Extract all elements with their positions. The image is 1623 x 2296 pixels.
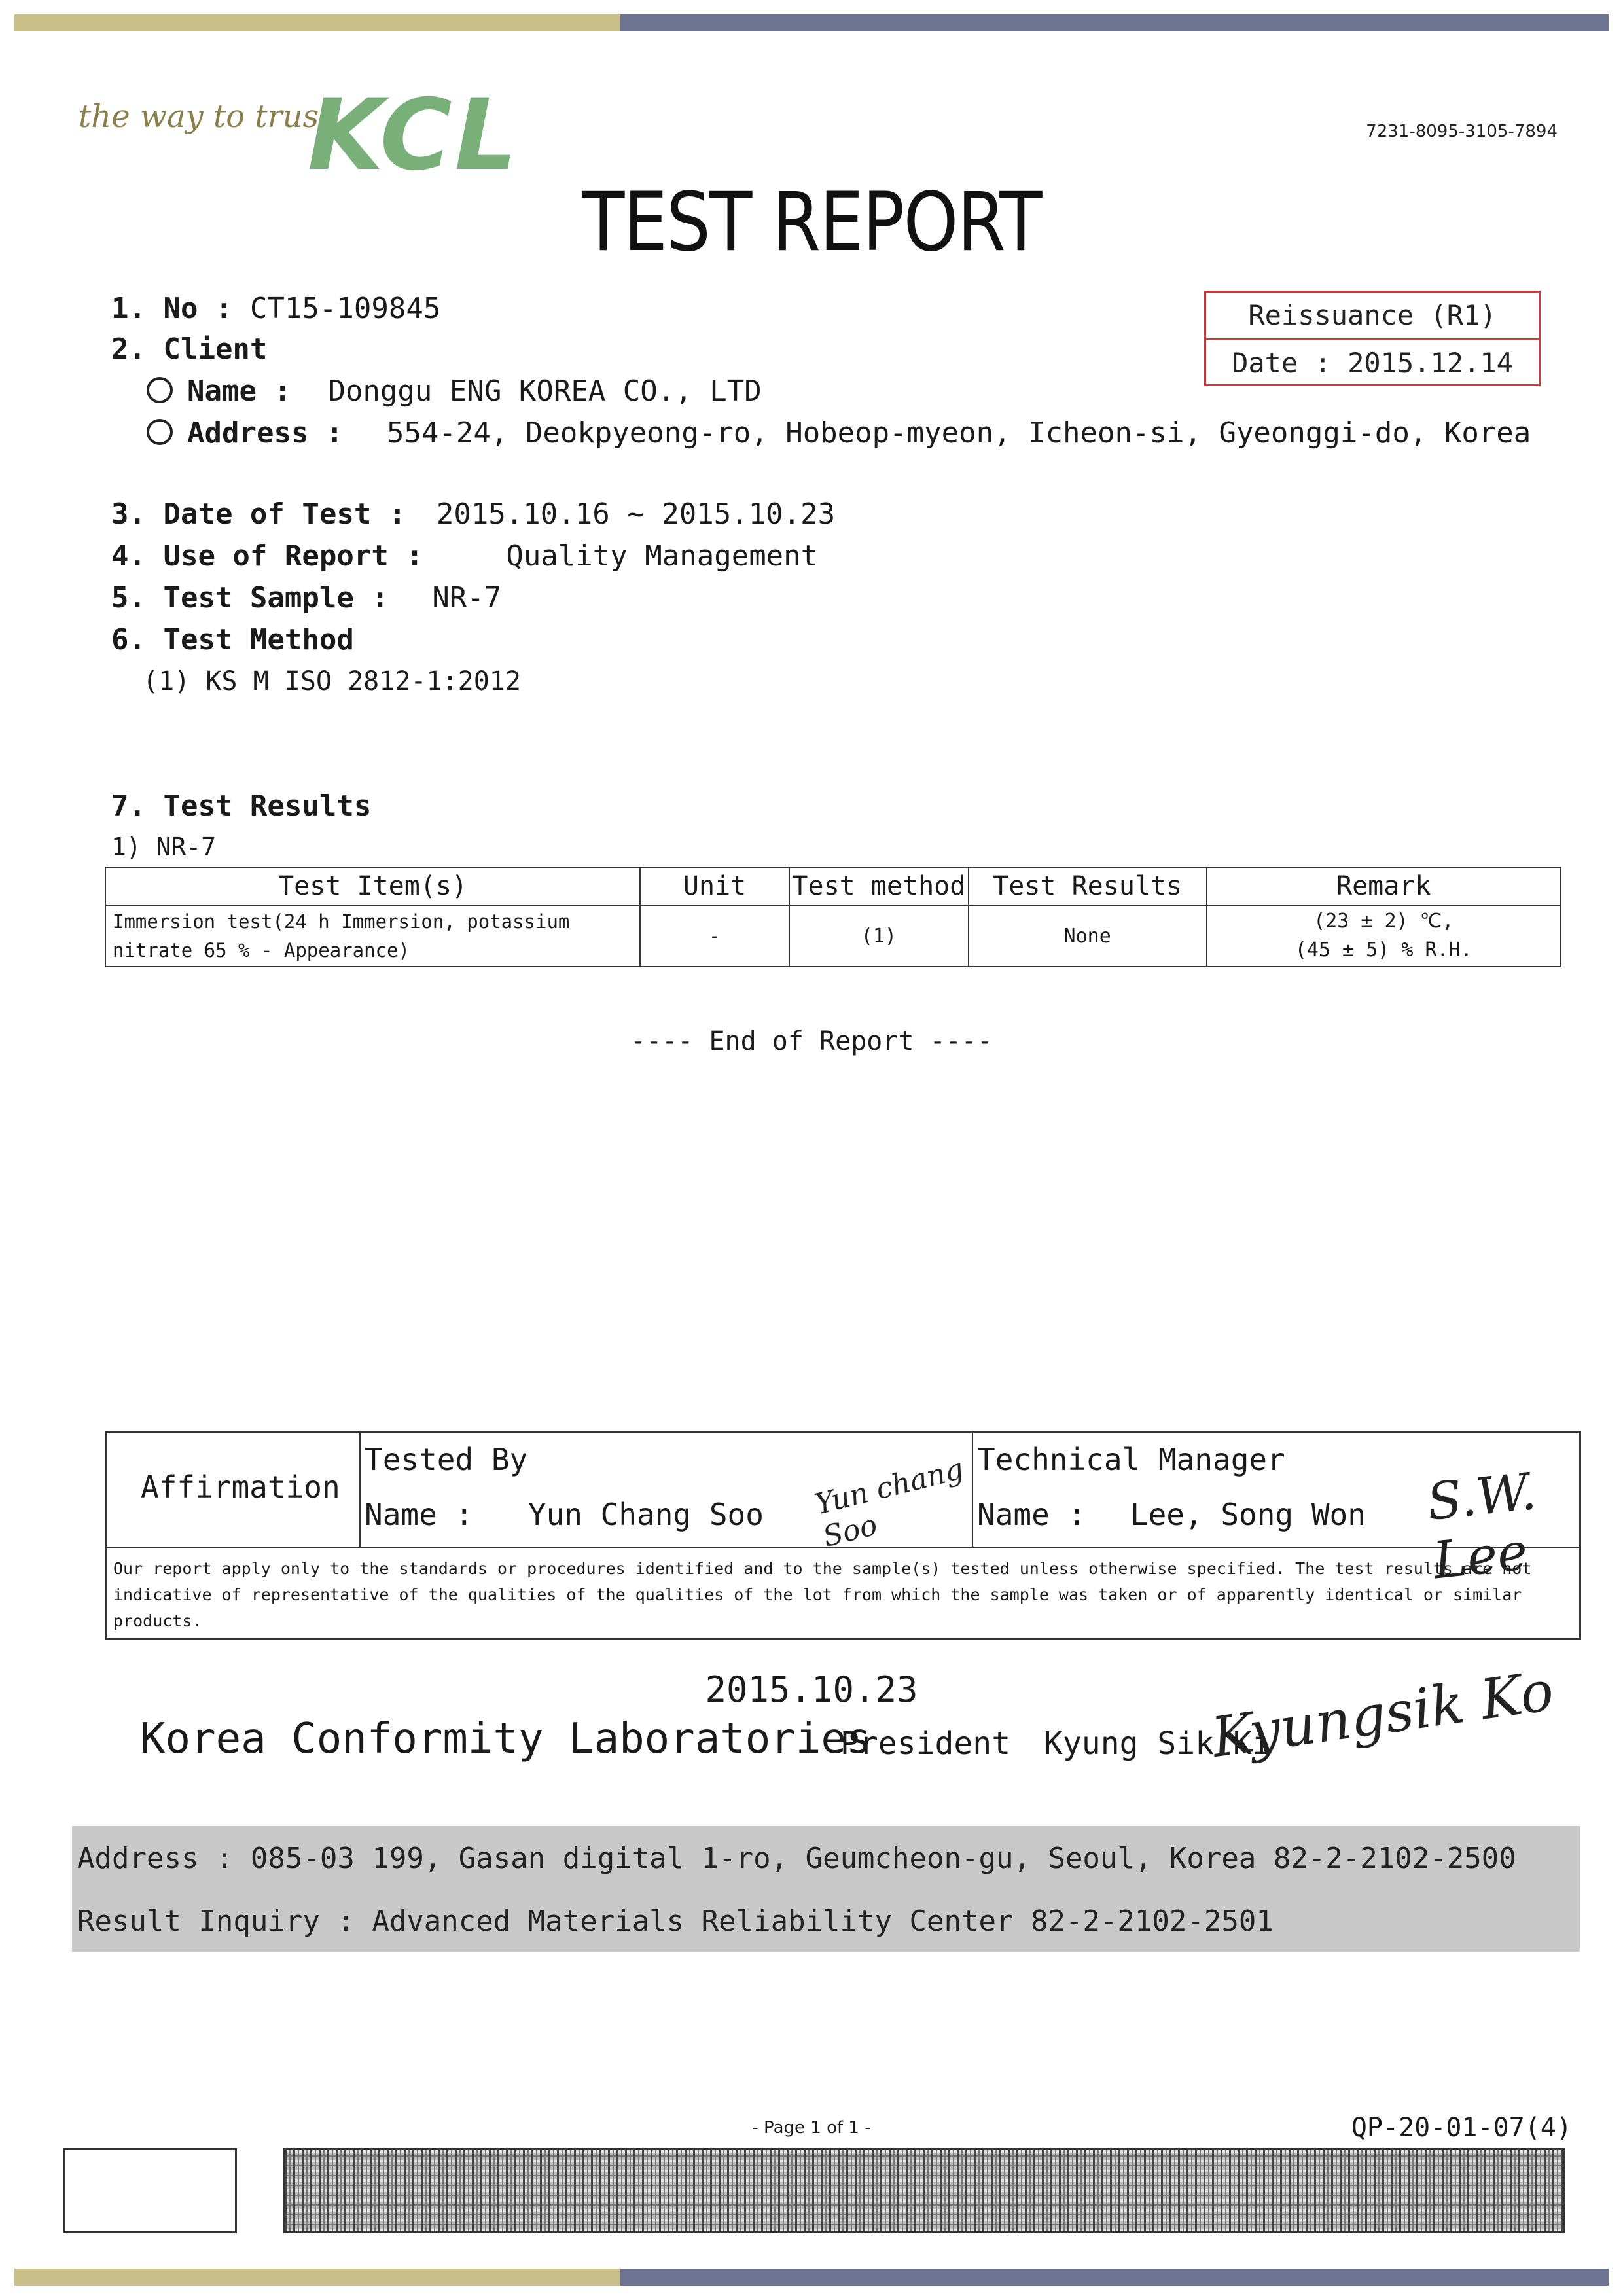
- client-address-label: Address :: [187, 416, 344, 450]
- tested-name-label: Name :: [365, 1497, 474, 1532]
- test-method-label: 6. Test Method: [111, 623, 354, 656]
- tested-name-value: Yun Chang Soo: [527, 1497, 764, 1532]
- technical-manager-cell: [972, 1433, 1580, 1591]
- technical-manager-label: Technical Manager: [977, 1442, 1285, 1477]
- lab-address: Address : 085-03 199, Gasan digital 1-ro, Geumcheon-gu, Seoul, Korea 82-2-2102-2500: [77, 1842, 1516, 1875]
- test-date-value: 2015.10.16 ~ 2015.10.23: [436, 497, 836, 531]
- page-number: - Page 1 of 1 -: [752, 2118, 871, 2138]
- results-subheading: 1) NR-7: [111, 833, 217, 861]
- stamp-box: [63, 2148, 237, 2233]
- top-color-band: [14, 14, 1609, 31]
- report-use: [111, 539, 818, 573]
- results-heading-text: 7. Test Results: [111, 789, 372, 823]
- organization-name: Korea Conformity Laboratories: [140, 1715, 872, 1763]
- tested-by-label: Tested By: [365, 1442, 528, 1477]
- reissuance-date: Date : 2015.12.14: [1232, 347, 1513, 379]
- end-of-report: ---- End of Report ----: [630, 1026, 993, 1056]
- client-label: 2. Client: [111, 332, 268, 366]
- client-name-label: Name :: [187, 374, 291, 408]
- remark-line: (23 ± 2) ℃,: [1313, 910, 1454, 933]
- remark-cell: [1207, 905, 1561, 967]
- remark-line: (45 ± 5) % R.H.: [1294, 939, 1472, 961]
- test-date: [111, 497, 835, 531]
- table-header: Test Item(s): [105, 867, 640, 905]
- tested-by-cell: [359, 1433, 973, 1554]
- president-name: Kyung Sik Ki: [1044, 1725, 1271, 1762]
- result-inquiry: Result Inquiry : Advanced Materials Reliability Center 82-2-2102-2501: [77, 1905, 1274, 1938]
- bullet-circle-icon: [147, 377, 173, 403]
- affirmation-note: Our report apply only to the standards or procedures identified and to the sample(s) tested unless otherwise specified. The test results are not indicative of representative of the qualities of the qualities of the lot from which the sample was taken or of apparently identical or similar products.: [113, 1559, 1532, 1630]
- manager-name-value: Lee, Song Won: [1130, 1497, 1366, 1532]
- client-heading: [111, 332, 267, 366]
- address-band: [72, 1826, 1580, 1952]
- issue-date: 2015.10.23: [705, 1669, 918, 1710]
- results-table: [105, 867, 1561, 967]
- security-barcode: [283, 2148, 1565, 2233]
- test-sample-label: 5. Test Sample :: [111, 581, 389, 615]
- president-signature: Kyungsik Ko: [1207, 1658, 1558, 1770]
- test-item-line: nitrate 65 % - Appearance): [113, 939, 410, 961]
- test-item-line: Immersion test(24 h Immersion, potassium: [113, 910, 570, 933]
- client-address-value: 554-24, Deokpyeong-ro, Hobeop-myeon, Icheon-si, Gyeonggi-do, Korea: [386, 416, 1531, 450]
- report-use-value: Quality Management: [506, 539, 819, 573]
- kcl-logo: KCL: [308, 79, 520, 192]
- manager-signature: S.W. Lee: [1424, 1462, 1539, 1591]
- affirmation-row: [107, 1433, 1579, 1591]
- technical-manager-name: [977, 1497, 1366, 1532]
- results-heading: [111, 789, 371, 823]
- test-method-heading: [111, 623, 354, 656]
- result-cell: None: [969, 905, 1207, 967]
- test-sample-value: NR-7: [432, 581, 502, 615]
- unit-cell: -: [640, 905, 789, 967]
- method-cell: (1): [789, 905, 969, 967]
- bullet-circle-icon: [147, 419, 173, 445]
- tester-signature: Yun chang Soo: [812, 1452, 967, 1554]
- report-number-label: 1. No :: [111, 292, 233, 325]
- client-name-value: Donggu ENG KOREA CO., LTD: [328, 374, 762, 408]
- test-sample: [111, 581, 501, 615]
- reissuance-label: Reissuance (R1): [1206, 293, 1539, 340]
- test-item-cell: [105, 905, 640, 967]
- table-row: [105, 905, 1561, 967]
- client-name: [147, 374, 762, 408]
- test-method-value: (1) KS M ISO 2812-1:2012: [143, 666, 521, 696]
- table-header-row: [105, 867, 1561, 905]
- table-header: Test method: [789, 867, 969, 905]
- table-header: Test Results: [969, 867, 1207, 905]
- logo-tagline: the way to trust: [79, 98, 332, 135]
- client-address: [147, 416, 1531, 450]
- table-header: Unit: [640, 867, 789, 905]
- president-label: President: [840, 1725, 1011, 1762]
- president: [840, 1725, 1271, 1762]
- affirmation-box: [105, 1431, 1581, 1640]
- affirmation-label-cell: [107, 1433, 361, 1547]
- report-use-label: 4. Use of Report :: [111, 539, 423, 573]
- affirmation-label: Affirmation: [141, 1469, 340, 1505]
- form-number: QP-20-01-07(4): [1351, 2113, 1572, 2143]
- page-title: TEST REPORT: [582, 175, 1041, 270]
- document-serial: 7231-8095-3105-7894: [1366, 122, 1558, 141]
- bottom-color-band: [14, 2269, 1609, 2286]
- tested-by-name: [365, 1497, 764, 1532]
- table-header: Remark: [1207, 867, 1561, 905]
- reissuance-box: [1204, 291, 1541, 386]
- report-number: [111, 292, 440, 325]
- report-number-value: CT15-109845: [249, 292, 441, 325]
- test-date-label: 3. Date of Test :: [111, 497, 406, 531]
- manager-name-label: Name :: [977, 1497, 1086, 1532]
